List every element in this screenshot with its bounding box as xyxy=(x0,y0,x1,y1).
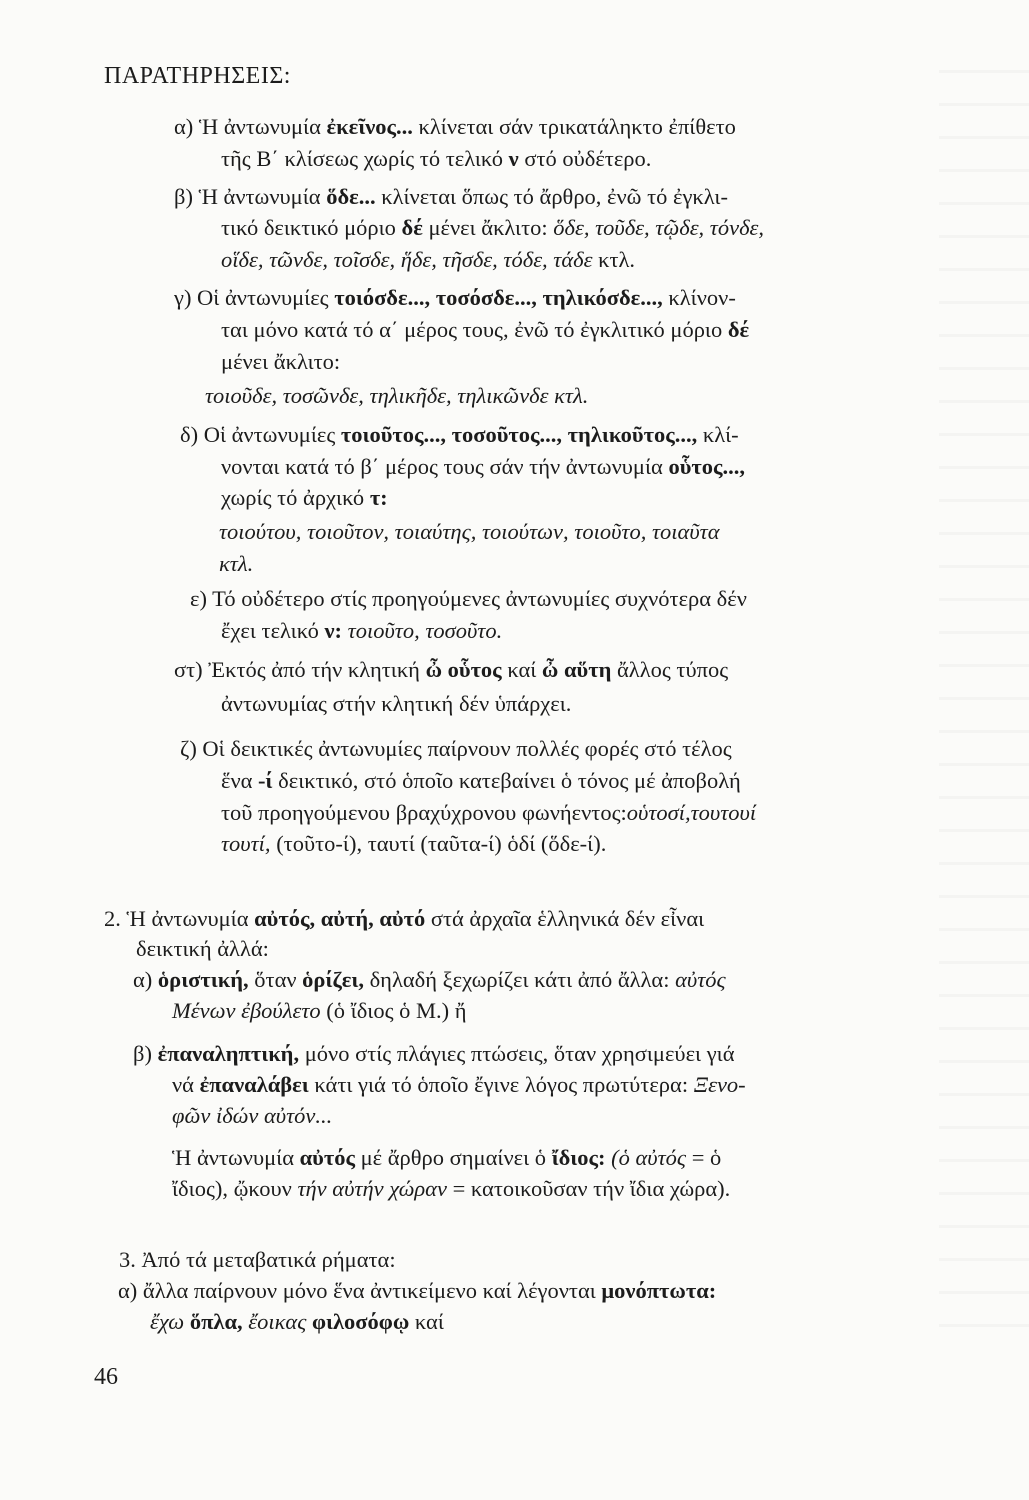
text-line: τῆς Β΄ κλίσεως χωρίς τό τελικό ν στό οὐδέτερο. xyxy=(221,146,652,171)
text-line: κτλ. xyxy=(219,551,254,576)
text-line: νά ἐπαναλάβει κάτι γιά τό ὁποῖο ἔγινε λόγος πρωτύτερα: Ξενο- xyxy=(172,1072,746,1097)
text-line: ζ) Οἱ δεικτικές ἀντωνυμίες παίρνουν πολλές φορές στό τέλος xyxy=(180,736,732,761)
text-line: γ) Οἱ ἀντωνυμίες τοιόσδε..., τοσόσδε..., τηλικόσδε..., κλίνον- xyxy=(174,285,736,310)
text-line: ἀντωνυμίας στήν κλητική δέν ὑπάρχει. xyxy=(221,691,572,716)
text-line: α) Ἡ ἀντωνυμία ἐκεῖνος... κλίνεται σάν τρικατάληκτο ἐπίθετο xyxy=(174,114,736,139)
text-line: τικό δεικτικό μόριο δέ μένει ἄκλιτο: ὅδε, τοῦδε, τῷδε, τόνδε, xyxy=(221,215,765,240)
text-line: ἔχει τελικό ν: τοιοῦτο, τοσοῦτο. xyxy=(221,618,503,643)
text-line: ε) Τό οὐδέτερο στίς προηγούμενες ἀντωνυμίες συχνότερα δέν xyxy=(190,586,747,611)
text-line: Μένων ἐβούλετο (ὁ ἴδιος ὁ Μ.) ἤ xyxy=(172,998,467,1023)
page-number: 46 xyxy=(94,1364,118,1390)
text-line: οἵδε, τῶνδε, τοῖσδε, ἥδε, τῆσδε, τόδε, τάδε κτλ. xyxy=(221,247,636,272)
text-line: τοῦ προηγούμενου βραχύχρονου φωνήεντος:οὑτοσί,τουτουί xyxy=(221,800,757,825)
text-line: δεικτική ἀλλά: xyxy=(136,936,269,961)
text-line: χωρίς τό ἀρχικό τ: xyxy=(221,485,388,510)
text-line: α) ὁριστική, ὅταν ὁρίζει, δηλαδή ξεχωρίζει κάτι ἀπό ἄλλα: αὐτός xyxy=(133,967,726,992)
text-line: τουτί, (τοῦτο-ί), ταυτί (ταῦτα-ί) ὁδί (ὅδε-ί). xyxy=(221,831,607,856)
section-heading: ΠΑΡΑΤΗΡΗΣΕΙΣ: xyxy=(104,63,291,89)
text-line: νονται κατά τό β΄ μέρος τους σάν τήν ἀντωνυμία οὗτος..., xyxy=(221,454,745,479)
text-line: στ) Ἐκτός ἀπό τήν κλητική ὦ οὗτος καί ὦ αὕτη ἄλλος τύπος xyxy=(174,657,729,682)
text-line: ται μόνο κατά τό α΄ μέρος τους, ἐνῶ τό ἐγκλιτικό μόριο δέ xyxy=(221,317,750,342)
text-line: 3. Ἀπό τά μεταβατικά ρήματα: xyxy=(119,1247,396,1272)
text-line: τοιοῦδε, τοσῶνδε, τηλικῆδε, τηλικῶνδε κτλ. xyxy=(205,383,589,408)
text-line: Ἡ ἀντωνυμία αὐτός μέ ἄρθρο σημαίνει ὁ ἴδιος: (ὁ αὐτός = ὁ xyxy=(172,1145,722,1170)
text-line: φῶν ἰδών αὐτόν... xyxy=(172,1103,333,1128)
text-line: α) ἄλλα παίρνουν μόνο ἕνα ἀντικείμενο καί λέγονται μονόπτωτα: xyxy=(118,1278,717,1303)
text-line: 2. Ἡ ἀντωνυμία αὐτός, αὐτή, αὐτό στά ἀρχαῖα ἑλληνικά δέν εἶναι xyxy=(104,906,705,931)
text-line: β) Ἡ ἀντωνυμία ὅδε... κλίνεται ὅπως τό ἄρθρο, ἐνῶ τό ἐγκλι- xyxy=(174,184,728,209)
text-line: τοιούτου, τοιοῦτον, τοιαύτης, τοιούτων, τοιοῦτο, τοιαῦτα xyxy=(219,519,720,544)
text-line: ἔχω ὅπλα, ἔοικας φιλοσόφῳ καί xyxy=(150,1309,444,1334)
text-line: ἴδιος), ᾤκουν τήν αὐτήν χώραν = κατοικοῦσαν τήν ἴδια χώρα). xyxy=(172,1176,731,1201)
show-through-shading xyxy=(939,40,1029,1340)
text-line: δ) Οἱ ἀντωνυμίες τοιοῦτος..., τοσοῦτος..., τηλικοῦτος..., κλί- xyxy=(180,422,739,447)
text-line: β) ἐπαναληπτική, μόνο στίς πλάγιες πτώσεις, ὅταν χρησιμεύει γιά xyxy=(133,1041,735,1066)
text-line: μένει ἄκλιτο: xyxy=(221,349,341,374)
text-line: ἕνα -ί δεικτικό, στό ὁποῖο κατεβαίνει ὁ τόνος μέ ἀποβολή xyxy=(221,768,741,793)
